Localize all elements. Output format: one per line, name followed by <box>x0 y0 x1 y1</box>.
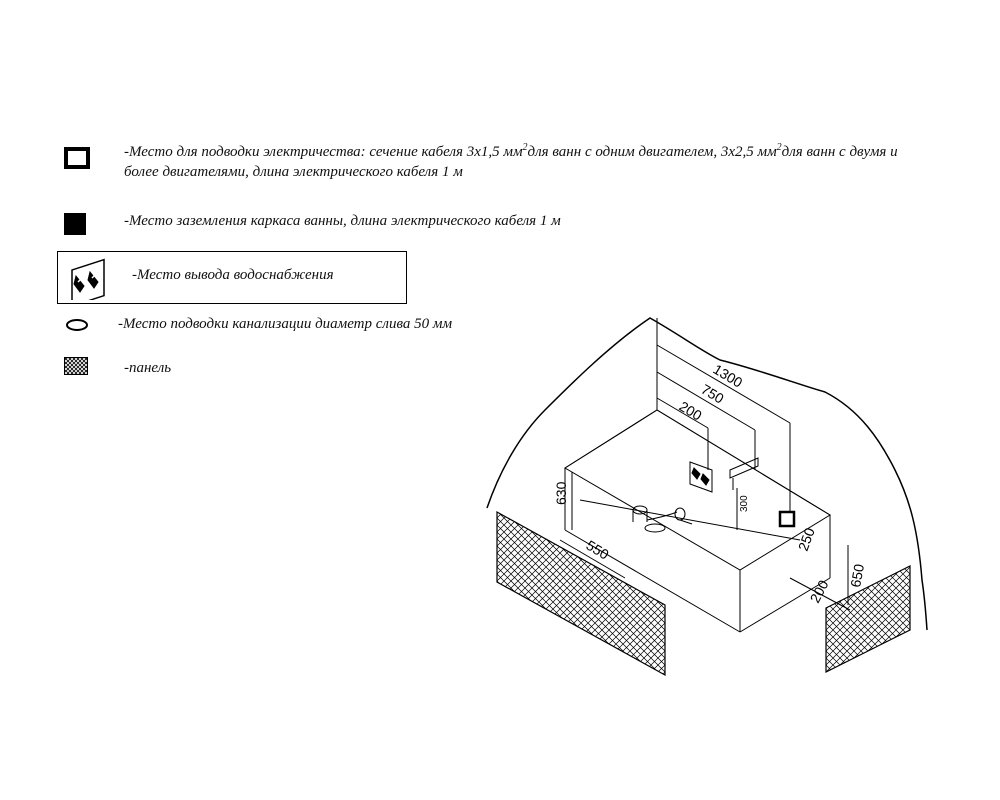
dim-550: 550 <box>583 536 612 563</box>
water-supply-icon <box>66 256 112 300</box>
dim-650: 650 <box>847 562 868 589</box>
dim-1300: 1300 <box>710 360 746 391</box>
legend-panel-text: -панель <box>124 360 172 376</box>
electric-outlet-box <box>780 512 794 526</box>
legend-electric-text: -Место для подводки электричества: сечение кабеля 3х1,5 $мм^2для$ ванн с одним двигателем, 3х2,5 $мм^2для$ ванн с двумя и более двигателями, длина электрического кабеля 1 м <box>124 142 898 180</box>
legend-drain-text: -Место подводки канализации диаметр слива 50 мм <box>118 316 453 332</box>
bathtub-installation-diagram <box>470 300 940 680</box>
dim-750: 750 <box>698 380 727 407</box>
drain-symbol <box>64 317 90 333</box>
dim-200-top: 200 <box>676 397 705 424</box>
panel-hatch-symbol <box>64 357 88 375</box>
water-supply-outlet <box>690 462 712 492</box>
panel-right <box>826 566 910 672</box>
dim-300: 300 <box>739 495 750 512</box>
legend-water-text: -Место вывода водоснабжения <box>132 267 334 283</box>
panel-left <box>497 512 665 675</box>
grounding-symbol <box>64 213 86 235</box>
drain-fitting <box>633 506 692 532</box>
dim-630: 630 <box>553 481 569 505</box>
dim-250: 250 <box>794 525 818 554</box>
dim-200-bottom: 200 <box>806 577 832 606</box>
legend-grounding-text: -Место заземления каркаса ванны, длина электрического кабеля 1 м <box>124 213 561 229</box>
electric-outlet-symbol <box>64 147 90 169</box>
